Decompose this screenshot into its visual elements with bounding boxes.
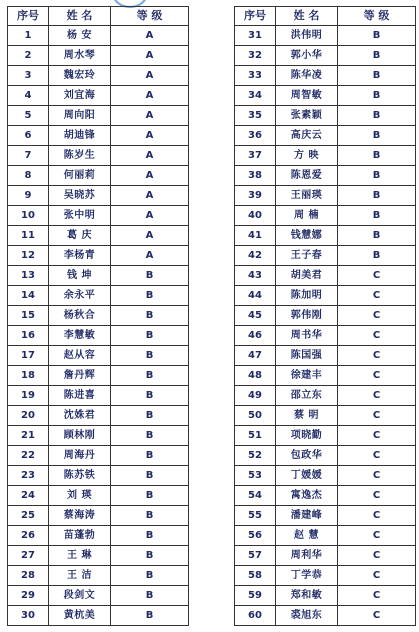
table-row — [8, 206, 189, 226]
row-number-cell: 16 — [8, 326, 49, 346]
name-cell: 沈姝君 — [49, 406, 111, 426]
grade-cell: C — [338, 286, 416, 306]
row-number-cell: 41 — [235, 226, 276, 246]
name-cell: 包政华 — [276, 446, 338, 466]
grade-cell: B — [338, 246, 416, 266]
table-row — [8, 246, 189, 266]
name-cell: 郭小华 — [276, 46, 338, 66]
grade-cell: A — [111, 186, 189, 206]
name-cell: 吴晓苏 — [49, 186, 111, 206]
table-header-row — [8, 7, 189, 26]
row-number-cell: 24 — [8, 486, 49, 506]
grade-cell: B — [111, 546, 189, 566]
grade-cell: C — [338, 266, 416, 286]
table-row — [235, 126, 416, 146]
grade-cell: A — [111, 106, 189, 126]
row-number-cell: 26 — [8, 526, 49, 546]
grade-table-right — [234, 6, 416, 626]
table-row — [235, 246, 416, 266]
grade-cell: C — [338, 326, 416, 346]
grade-cell: B — [111, 566, 189, 586]
table-row — [235, 286, 416, 306]
table-row — [8, 46, 189, 66]
row-number-cell: 11 — [8, 226, 49, 246]
row-number-cell: 25 — [8, 506, 49, 526]
name-cell: 丁媛媛 — [276, 466, 338, 486]
row-number-cell: 6 — [8, 126, 49, 146]
row-number-cell: 47 — [235, 346, 276, 366]
grade-cell: C — [338, 506, 416, 526]
row-number-cell: 50 — [235, 406, 276, 426]
table-row — [8, 446, 189, 466]
grade-cell: B — [338, 106, 416, 126]
table-row — [8, 346, 189, 366]
row-number-cell: 46 — [235, 326, 276, 346]
header-grade: 等 级 — [338, 7, 416, 26]
name-cell: 王子春 — [276, 246, 338, 266]
grade-cell: B — [338, 86, 416, 106]
name-cell: 蔡 明 — [276, 406, 338, 426]
row-number-cell: 23 — [8, 466, 49, 486]
row-number-cell: 49 — [235, 386, 276, 406]
table-row — [8, 366, 189, 386]
grade-cell: C — [338, 406, 416, 426]
name-cell: 洪伟明 — [276, 26, 338, 46]
row-number-cell: 48 — [235, 366, 276, 386]
row-number-cell: 51 — [235, 426, 276, 446]
grade-cell: B — [338, 26, 416, 46]
table-row — [8, 146, 189, 166]
grade-cell: B — [111, 606, 189, 626]
row-number-cell: 22 — [8, 446, 49, 466]
table-row — [235, 426, 416, 446]
name-cell: 周向阳 — [49, 106, 111, 126]
name-cell: 顾林刚 — [49, 426, 111, 446]
grade-cell: A — [111, 26, 189, 46]
table-row — [235, 486, 416, 506]
table-row — [235, 606, 416, 626]
name-cell: 邵立东 — [276, 386, 338, 406]
name-cell: 陈华凌 — [276, 66, 338, 86]
row-number-cell: 45 — [235, 306, 276, 326]
row-number-cell: 32 — [235, 46, 276, 66]
table-row — [8, 306, 189, 326]
grade-cell: B — [338, 46, 416, 66]
table-row — [8, 606, 189, 626]
row-number-cell: 57 — [235, 546, 276, 566]
table-row — [8, 506, 189, 526]
row-number-cell: 30 — [8, 606, 49, 626]
table-row — [235, 386, 416, 406]
row-number-cell: 1 — [8, 26, 49, 46]
name-cell: 陈加明 — [276, 286, 338, 306]
grade-cell: C — [338, 466, 416, 486]
table-row — [235, 146, 416, 166]
grade-cell: C — [338, 346, 416, 366]
grade-cell: B — [111, 346, 189, 366]
row-number-cell: 40 — [235, 206, 276, 226]
name-cell: 张中明 — [49, 206, 111, 226]
grade-cell: A — [111, 146, 189, 166]
row-number-cell: 21 — [8, 426, 49, 446]
row-number-cell: 58 — [235, 566, 276, 586]
grade-table-left — [7, 6, 189, 626]
grade-cell: A — [111, 166, 189, 186]
grade-cell: B — [338, 126, 416, 146]
name-cell: 刘 瑛 — [49, 486, 111, 506]
name-cell: 张素颖 — [276, 106, 338, 126]
table-row — [8, 286, 189, 306]
name-cell: 郭伟刚 — [276, 306, 338, 326]
table-row — [235, 86, 416, 106]
table-row — [235, 566, 416, 586]
table-row — [8, 86, 189, 106]
grade-cell: B — [111, 506, 189, 526]
grade-cell: B — [338, 146, 416, 166]
grade-cell: A — [111, 46, 189, 66]
table-row — [235, 366, 416, 386]
table-row — [8, 386, 189, 406]
row-number-cell: 56 — [235, 526, 276, 546]
row-number-cell: 59 — [235, 586, 276, 606]
name-cell: 陈国强 — [276, 346, 338, 366]
table-row — [8, 26, 189, 46]
table-row — [235, 406, 416, 426]
table-row — [235, 466, 416, 486]
row-number-cell: 13 — [8, 266, 49, 286]
grade-cell: C — [338, 446, 416, 466]
grade-cell: C — [338, 306, 416, 326]
name-cell: 陈岁生 — [49, 146, 111, 166]
grade-cell: A — [111, 206, 189, 226]
row-number-cell: 42 — [235, 246, 276, 266]
row-number-cell: 39 — [235, 186, 276, 206]
name-cell: 陈恩爱 — [276, 166, 338, 186]
grade-cell: A — [111, 86, 189, 106]
name-cell: 詹丹辉 — [49, 366, 111, 386]
name-cell: 胡美君 — [276, 266, 338, 286]
grade-cell: C — [338, 526, 416, 546]
name-cell: 李杨青 — [49, 246, 111, 266]
grade-cell: B — [338, 166, 416, 186]
table-row — [235, 506, 416, 526]
name-cell: 王丽瑛 — [276, 186, 338, 206]
table-row — [8, 226, 189, 246]
grade-cell: B — [111, 406, 189, 426]
table-row — [235, 226, 416, 246]
row-number-cell: 2 — [8, 46, 49, 66]
row-number-cell: 12 — [8, 246, 49, 266]
name-cell: 赵从容 — [49, 346, 111, 366]
name-cell: 方 映 — [276, 146, 338, 166]
row-number-cell: 28 — [8, 566, 49, 586]
header-name: 姓 名 — [49, 7, 111, 26]
name-cell: 李慧敏 — [49, 326, 111, 346]
table-row — [8, 66, 189, 86]
table-row — [8, 526, 189, 546]
grade-cell: B — [338, 226, 416, 246]
row-number-cell: 38 — [235, 166, 276, 186]
grade-cell: C — [338, 366, 416, 386]
grade-cell: B — [111, 266, 189, 286]
row-number-cell: 54 — [235, 486, 276, 506]
grade-cell: B — [338, 186, 416, 206]
table-row — [8, 486, 189, 506]
row-number-cell: 7 — [8, 146, 49, 166]
grade-cell: C — [338, 486, 416, 506]
table-row — [8, 166, 189, 186]
name-cell: 徐建丰 — [276, 366, 338, 386]
grade-cell: B — [111, 586, 189, 606]
name-cell: 何丽莉 — [49, 166, 111, 186]
table-row — [235, 266, 416, 286]
name-cell: 王 洁 — [49, 566, 111, 586]
grade-cell: B — [111, 306, 189, 326]
name-cell: 周利华 — [276, 546, 338, 566]
row-number-cell: 18 — [8, 366, 49, 386]
name-cell: 钱慧娜 — [276, 226, 338, 246]
table-row — [235, 526, 416, 546]
name-cell: 周 楠 — [276, 206, 338, 226]
row-number-cell: 19 — [8, 386, 49, 406]
table-row — [8, 426, 189, 446]
row-number-cell: 55 — [235, 506, 276, 526]
grade-cell: B — [338, 66, 416, 86]
header-grade: 等 级 — [111, 7, 189, 26]
table-row — [8, 566, 189, 586]
name-cell: 胡迪锋 — [49, 126, 111, 146]
row-number-cell: 35 — [235, 106, 276, 126]
table-row — [235, 66, 416, 86]
name-cell: 周书华 — [276, 326, 338, 346]
row-number-cell: 10 — [8, 206, 49, 226]
table-row — [235, 546, 416, 566]
name-cell: 杨 安 — [49, 26, 111, 46]
name-cell: 周水琴 — [49, 46, 111, 66]
row-number-cell: 34 — [235, 86, 276, 106]
name-cell: 裘旭东 — [276, 606, 338, 626]
table-row — [235, 326, 416, 346]
header-number: 序号 — [235, 7, 276, 26]
table-row — [235, 26, 416, 46]
grade-cell: A — [111, 226, 189, 246]
header-name: 姓 名 — [276, 7, 338, 26]
grade-cell: C — [338, 566, 416, 586]
table-row — [235, 346, 416, 366]
grade-cell: B — [111, 466, 189, 486]
row-number-cell: 8 — [8, 166, 49, 186]
table-row — [8, 266, 189, 286]
grade-cell: C — [338, 386, 416, 406]
table-row — [8, 126, 189, 146]
name-cell: 王 琳 — [49, 546, 111, 566]
grade-cell: B — [338, 206, 416, 226]
name-cell: 段剑文 — [49, 586, 111, 606]
row-number-cell: 4 — [8, 86, 49, 106]
name-cell: 郑和敏 — [276, 586, 338, 606]
name-cell: 潘建峰 — [276, 506, 338, 526]
name-cell: 魏宏玲 — [49, 66, 111, 86]
name-cell: 周智敏 — [276, 86, 338, 106]
row-number-cell: 14 — [8, 286, 49, 306]
row-number-cell: 37 — [235, 146, 276, 166]
name-cell: 余永平 — [49, 286, 111, 306]
name-cell: 刘宜海 — [49, 86, 111, 106]
grade-cell: B — [111, 426, 189, 446]
grade-cell: B — [111, 286, 189, 306]
table-row — [8, 466, 189, 486]
table-row — [235, 46, 416, 66]
grade-cell: A — [111, 66, 189, 86]
row-number-cell: 43 — [235, 266, 276, 286]
grade-cell: C — [338, 606, 416, 626]
row-number-cell: 29 — [8, 586, 49, 606]
row-number-cell: 3 — [8, 66, 49, 86]
table-row — [8, 186, 189, 206]
grade-cell: B — [111, 446, 189, 466]
table-row — [8, 406, 189, 426]
row-number-cell: 20 — [8, 406, 49, 426]
row-number-cell: 52 — [235, 446, 276, 466]
name-cell: 赵 慧 — [276, 526, 338, 546]
table-row — [235, 586, 416, 606]
grade-cell: B — [111, 366, 189, 386]
name-cell: 丁学恭 — [276, 566, 338, 586]
grade-table-right-body — [235, 26, 416, 626]
table-row — [8, 546, 189, 566]
grade-table-left-body — [8, 26, 189, 626]
row-number-cell: 44 — [235, 286, 276, 306]
table-row — [235, 206, 416, 226]
table-row — [8, 586, 189, 606]
table-row — [235, 106, 416, 126]
table-header-row — [235, 7, 416, 26]
row-number-cell: 33 — [235, 66, 276, 86]
grade-cell: B — [111, 386, 189, 406]
grade-cell: C — [338, 546, 416, 566]
name-cell: 钱 坤 — [49, 266, 111, 286]
table-row — [8, 106, 189, 126]
name-cell: 杨秋合 — [49, 306, 111, 326]
row-number-cell: 9 — [8, 186, 49, 206]
row-number-cell: 27 — [8, 546, 49, 566]
name-cell: 葛 庆 — [49, 226, 111, 246]
name-cell: 黄杭美 — [49, 606, 111, 626]
grade-cell: B — [111, 486, 189, 506]
name-cell: 苗蓬勃 — [49, 526, 111, 546]
row-number-cell: 53 — [235, 466, 276, 486]
grade-cell: B — [111, 526, 189, 546]
name-cell: 陈进喜 — [49, 386, 111, 406]
name-cell: 项晓勤 — [276, 426, 338, 446]
table-row — [235, 186, 416, 206]
row-number-cell: 15 — [8, 306, 49, 326]
table-row — [235, 166, 416, 186]
row-number-cell: 5 — [8, 106, 49, 126]
grade-cell: B — [111, 326, 189, 346]
grade-cell: C — [338, 426, 416, 446]
name-cell: 蔡海涛 — [49, 506, 111, 526]
row-number-cell: 31 — [235, 26, 276, 46]
name-cell: 陈苏铁 — [49, 466, 111, 486]
header-number: 序号 — [8, 7, 49, 26]
row-number-cell: 17 — [8, 346, 49, 366]
grade-cell: A — [111, 246, 189, 266]
name-cell: 周海丹 — [49, 446, 111, 466]
row-number-cell: 60 — [235, 606, 276, 626]
table-row — [235, 446, 416, 466]
row-number-cell: 36 — [235, 126, 276, 146]
table-row — [8, 326, 189, 346]
name-cell: 高庆云 — [276, 126, 338, 146]
grade-cell: C — [338, 586, 416, 606]
grade-cell: A — [111, 126, 189, 146]
table-row — [235, 306, 416, 326]
name-cell: 寓逸杰 — [276, 486, 338, 506]
